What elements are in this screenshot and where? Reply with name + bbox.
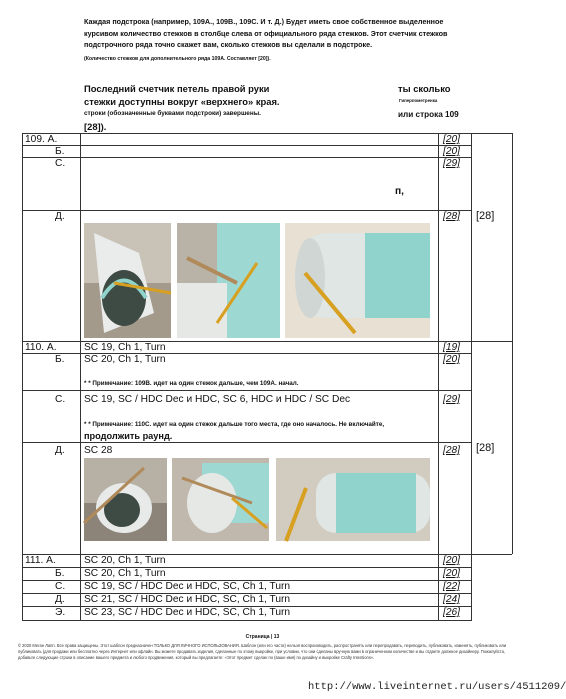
photo-109-3 [285,223,430,338]
row-total: [28] [476,442,495,454]
stitch-count: [22] [443,581,460,592]
rule [22,390,472,391]
rule [80,133,81,620]
row-instructions: SC 23, SC / HDC Dec и HDC, SC, Ch 1, Turn [84,607,291,618]
note-small: строки (обозначенные буквами подстроки) завершены. [84,110,261,117]
rule [512,133,513,554]
crochet-photo-icon [285,223,430,338]
row-label: С. [55,581,66,592]
row-label: Б. [55,146,65,157]
stitch-count: [20] [443,134,460,145]
row-label: Э. [55,607,66,618]
photo-109-2 [177,223,280,338]
row-label: Д. [55,445,65,456]
crochet-photo-icon [172,458,269,541]
row-label: 109. А. [25,134,58,145]
stitch-count: [29] [443,394,460,405]
row-extra: п, [395,186,404,197]
rule [22,210,472,211]
row-label: 110. А. [25,342,57,353]
intro-paragraph: Каждая подстрока (например, 109А., 109В., 109С. И т. Д.) Будет иметь свое собственное выделенное курсивом количество стежков в столбце слева от официального ряда стежков. Этот счетчик стежков подстрочного ряда точно скажет вам, сколько стежков вы сделали в подстроке. [84,17,448,49]
rule [22,157,472,158]
row-instructions: SC 19, SC / HDC Dec и HDC, SC, Ch 1, Turn [84,581,291,592]
rule [438,133,439,620]
row-note-bold: продолжить раунд. [84,431,173,441]
rule [22,442,472,443]
photo-109-1 [84,223,171,338]
row-label: Д. [55,211,65,222]
stitch-count: [28] [443,211,460,222]
note-heading [84,83,280,108]
copyright-notice: © 2020 Меган Лапп. Все права защищены. Этот шаблон предназначен ТОЛЬКО ДЛЯ ЛИЧНОГО ИСПОЛЬЗОВАНИЯ. Шаблон (или его части) нельзя воспроизводить, распространять или перепродавать, переводить, публиковать, изменять, публиковать или публиковать (для продажи или бесплатно через Интернет или офлайн. Вы можете продавать изделия, сделанные по этому выкройке, при условии, что они сделаны вручную вами в ограниченном количестве и вы отдаете должное дизайнеру. Пожалуйста, добавьте следующие строки в описание вашего предмета и любого продвижения, который вы предлагаете: «Этот предмет сделан по (ваше имя) по дизайну и выкройке Crafty Intentions». [18,643,507,660]
row-label: С. [55,158,66,169]
stitch-count: [20] [443,568,460,579]
rule [471,133,472,620]
stitch-count: [26] [443,607,460,618]
row-instructions: SC 20, Ch 1, Turn [84,354,166,365]
page-number: Страница | 13 [245,634,280,640]
rule [22,145,472,146]
row-instructions: SC 19, SC / HDC Dec и HDC, SC 6, HDC и HDC / SC Dec [84,394,351,405]
note-line-b: стежки доступны вокруг «верхнего» края. [84,95,280,107]
row-instructions: SC 21, SC / HDC Dec и HDC, SC, Ch 1, Turn [84,594,291,605]
rule [22,620,472,621]
side-row: или строка 109 [398,110,459,119]
row-note: * * Примечание: 110С. идет на один стежок дальше того места, где оно началось. Не включайте, [84,421,385,428]
stitch-count: [28] [443,445,460,456]
stitch-count: [29] [443,158,460,169]
watermark-url: http://www.liveinternet.ru/users/4511209/ [308,681,566,693]
row-label: Д. [55,594,65,605]
row-total: [28] [476,210,495,222]
row-label: Б. [55,568,65,579]
row-label: С. [55,394,66,405]
row-note: * * Примечание: 109В. идет на один стежок дальше, чем 109А. начал. [84,380,299,387]
photo-110-3 [276,458,430,541]
crochet-photo-icon [177,223,280,338]
row-label: Б. [55,354,65,365]
row-instructions: SC 20, Ch 1, Turn [84,568,166,579]
crochet-photo-icon [84,223,171,338]
rule [22,133,23,620]
photo-110-1 [84,458,167,541]
stitch-count: [20] [443,146,460,157]
stitch-count: [20] [443,555,460,566]
crochet-photo-icon [84,458,167,541]
row-instructions: SC 20, Ch 1, Turn [84,555,166,566]
row-label: 111. А. [25,555,56,566]
intro-block [84,16,464,65]
note-line-a: Последний счетчик петель правой руки [84,83,270,94]
stitch-count: [20] [443,354,460,365]
crochet-photo-icon [276,458,430,541]
photo-110-2 [172,458,269,541]
side-small: Гиперпометренка [399,98,438,103]
row-instructions: SC 28 [84,445,113,456]
stitch-count: [19] [443,342,460,353]
stitch-count: [24] [443,594,460,605]
intro-small-note: (Количество стежков для дополнительного ряда 109А. Составляет [20]). [84,55,271,62]
note-bold-end: [28]). [84,121,107,132]
row-instructions: SC 19, Ch 1, Turn [84,342,166,353]
side-big: ты сколько [398,83,451,94]
